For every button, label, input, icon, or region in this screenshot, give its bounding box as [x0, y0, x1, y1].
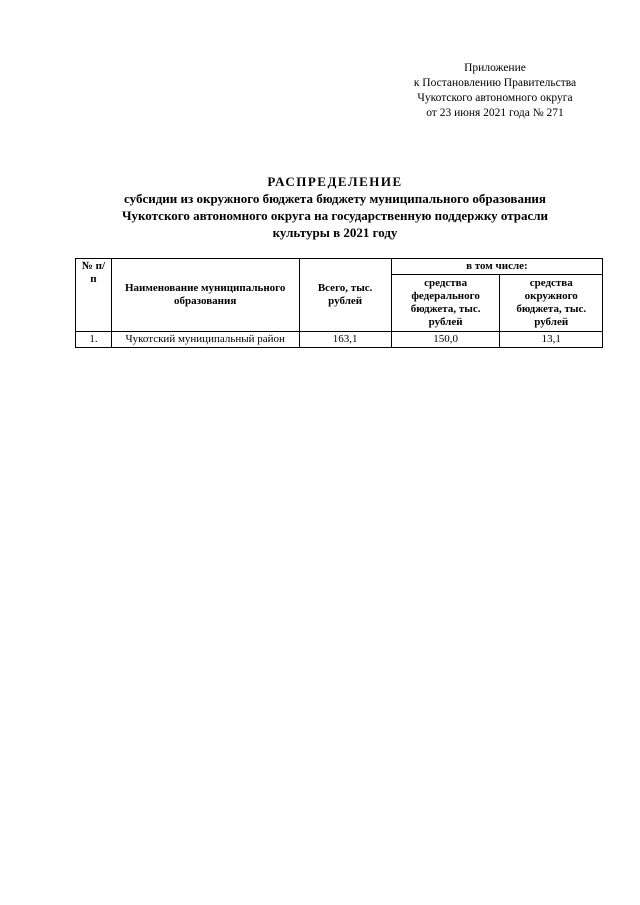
table-row — [76, 332, 603, 348]
appendix-block — [380, 61, 610, 121]
header-district: средства окружного бюджета, тыс. рублей — [500, 275, 603, 332]
appendix-date: от 23 июня 2021 года № 271 — [426, 107, 564, 119]
cell-federal: 150,0 — [391, 332, 500, 348]
title-line-3: культуры в 2021 году — [272, 225, 398, 240]
header-total: Всего, тыс. рублей — [299, 259, 391, 332]
header-num: № п/п — [76, 259, 112, 332]
table-header-row — [76, 259, 603, 275]
appendix-region: Чукотского автономного округа — [417, 92, 573, 104]
appendix-reference: к Постановлению Правительства — [413, 77, 577, 89]
cell-district: 13,1 — [500, 332, 603, 348]
title-line-2: Чукотского автономного округа на государственную поддержку отрасли — [121, 208, 549, 223]
header-federal: средства федерального бюджета, тыс. рублей — [391, 275, 500, 332]
header-name: Наименование муниципального образования — [111, 259, 299, 332]
header-including: в том числе: — [391, 259, 602, 275]
cell-name: Чукотский муниципальный район — [111, 332, 299, 348]
title-main: РАСПРЕДЕЛЕНИЕ — [267, 174, 403, 189]
cell-num: 1. — [76, 332, 112, 348]
cell-total: 163,1 — [299, 332, 391, 348]
appendix-title: Приложение — [464, 62, 526, 74]
title-line-1: субсидии из окружного бюджета бюджету муниципального образования — [124, 191, 546, 206]
distribution-table — [75, 258, 603, 348]
document-title — [60, 173, 610, 241]
